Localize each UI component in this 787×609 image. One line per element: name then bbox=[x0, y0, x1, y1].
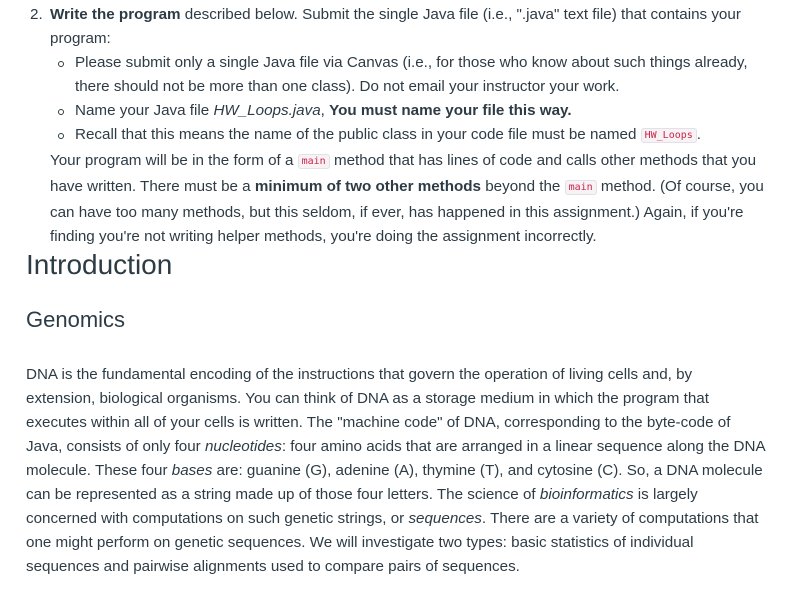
filename-italic: HW_Loops.java bbox=[213, 102, 321, 119]
paragraph-text: beyond the bbox=[480, 178, 565, 195]
bullet-text: Name your Java file bbox=[75, 102, 214, 119]
term-italic: bioinformatics bbox=[539, 486, 634, 503]
instruction-list bbox=[26, 3, 765, 249]
paragraph-text: method that has lines of code and calls other methods that you have written. There must be a bbox=[50, 152, 757, 195]
class-name-code: HW_Loops bbox=[641, 128, 697, 143]
bullet-text: Please submit only a single Java file via Canvas (i.e., for those who know about such things already, there should not be more than one class). Do not email your instructor your work. bbox=[75, 54, 748, 95]
term-italic: bases bbox=[171, 462, 213, 479]
paragraph-text: . There are a variety of computations that one might perform on genetic sequences. We will investigate two types: basic statistics of individual sequences and pairwise alignments used to compare pairs of sequences. bbox=[26, 510, 759, 575]
methods-paragraph bbox=[50, 149, 765, 249]
paragraph-text: : four amino acids that are arranged in a linear sequence along the DNA molecule. These four bbox=[26, 438, 765, 479]
step-number: 2. bbox=[30, 6, 43, 23]
list-item bbox=[50, 51, 765, 99]
paragraph-text: DNA is the fundamental encoding of the instructions that govern the operation of living cells and, by extension, biological organisms. You can think of DNA as a storage medium in which the program that executes within all of your cells is written. The "machine code" of DNA, corresponding to the byte-code of Java, consists of only four bbox=[26, 366, 731, 455]
requirements-list bbox=[50, 51, 765, 149]
paragraph-text: is largely concerned with computations on such genetic strings, or bbox=[26, 486, 698, 527]
term-italic: sequences bbox=[408, 510, 482, 527]
bullet-text: . bbox=[696, 126, 702, 143]
bullet-circle-icon bbox=[58, 61, 64, 67]
main-code: main bbox=[565, 180, 597, 195]
minimum-methods-bold: minimum of two other methods bbox=[254, 178, 481, 195]
bullet-circle-icon bbox=[58, 133, 64, 139]
paragraph-text: Your program will be in the form of a bbox=[50, 152, 298, 169]
paragraph-text: method. (Of course, you can have too many methods, but this seldom, if ever, has happened in this assignment.) Again, if you're finding you're not writing helper methods, you're doing the assignment incorrectly. bbox=[50, 178, 764, 245]
list-item bbox=[50, 99, 765, 123]
main-code: main bbox=[298, 154, 330, 169]
introduction-heading: Introduction bbox=[26, 249, 173, 280]
dna-paragraph bbox=[26, 363, 765, 579]
instruction-step-2 bbox=[26, 3, 765, 249]
step-lead-bold: Write the program bbox=[50, 6, 181, 23]
term-italic: nucleotides bbox=[204, 438, 282, 455]
step-lead-text: described below. Submit the single Java file (i.e., ".java" text file) that contains your program: bbox=[50, 6, 741, 47]
bullet-circle-icon bbox=[58, 109, 64, 115]
genomics-heading: Genomics bbox=[26, 307, 126, 332]
bullet-text: Recall that this means the name of the public class in your code file must be named bbox=[75, 126, 641, 143]
naming-warning: You must name your file this way. bbox=[329, 102, 572, 119]
paragraph-text: are: guanine (G), adenine (A), thymine (T), and cytosine (C). So, a DNA molecule can be represented as a string made up of those four letters. The science of bbox=[26, 462, 763, 503]
list-item bbox=[50, 123, 765, 149]
bullet-text: , bbox=[320, 102, 330, 119]
